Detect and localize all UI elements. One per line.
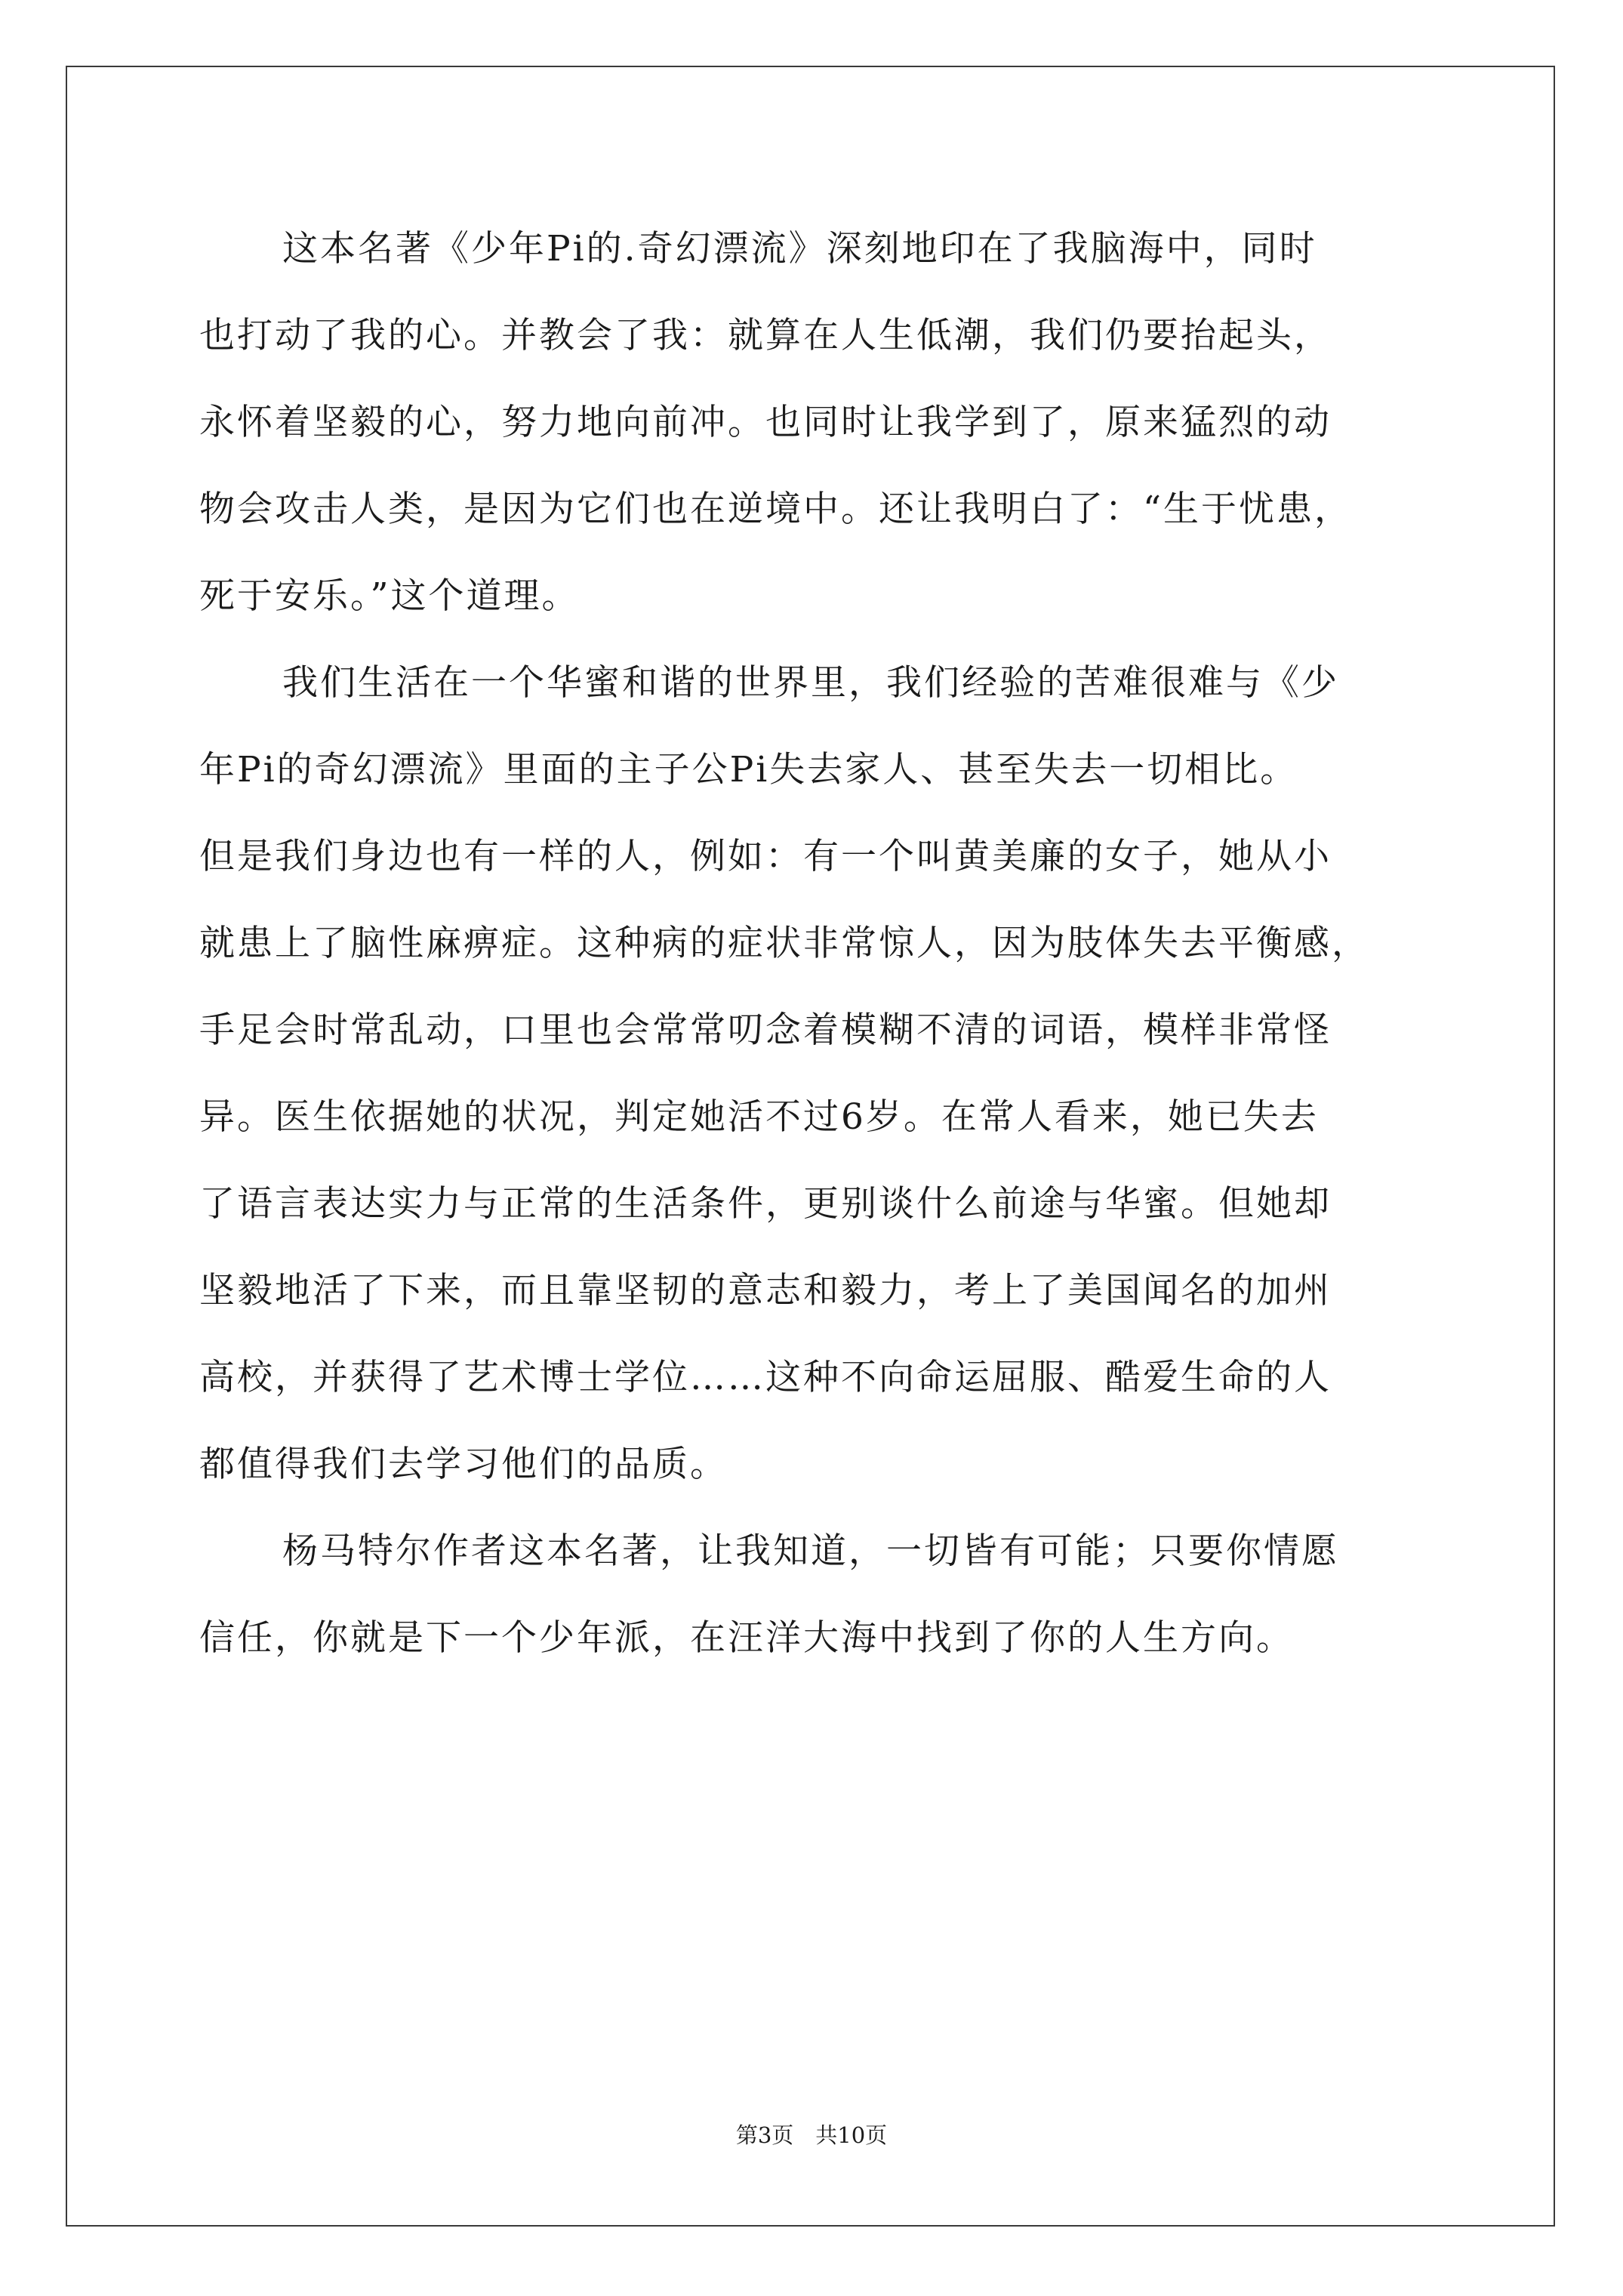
- text-line: 但是我们身边也有一样的人，例如：有一个叫黄美廉的女子，她从小: [199, 836, 1332, 877]
- text-line: 死于安乐。”这个道理。: [199, 575, 580, 617]
- text-line: 异。医生依据她的状况，判定她活不过6岁。在常人看来，她已失去: [199, 1096, 1319, 1138]
- text-line: 也打动了我的心。并教会了我：就算在人生低潮，我们仍要抬起头，: [199, 315, 1332, 356]
- text-line: 就患上了脑性麻痹症。这种病的症状非常惊人，因为肢体失去平衡感，: [199, 923, 1369, 964]
- text-line: 高校，并获得了艺术博士学位……这种不向命运屈服、酷爱生命的人: [199, 1357, 1332, 1398]
- text-line: 永怀着坚毅的心，努力地向前冲。也同时让我学到了，原来猛烈的动: [199, 402, 1332, 443]
- text-line: 杨马特尔作者这本名著，让我知道，一切皆有可能；只要你情愿: [282, 1530, 1339, 1572]
- paragraph-2: [199, 653, 1437, 1521]
- text-line: 年Pi的奇幻漂流》里面的主子公Pi失去家人、甚至失去一切相比。: [199, 749, 1298, 791]
- text-line: 了语言表达实力与正常的生活条件，更别谈什么前途与华蜜。但她却: [199, 1183, 1332, 1225]
- text-line: 信任，你就是下一个少年派，在汪洋大海中找到了你的人生方向。: [199, 1617, 1294, 1659]
- text-line: 坚毅地活了下来，而且靠坚韧的意志和毅力，考上了美国闻名的加州: [199, 1270, 1332, 1311]
- page-number: 第3页 共10页: [735, 2122, 888, 2148]
- text-line: 手足会时常乱动，口里也会常常叨念着模糊不清的词语，模样非常怪: [199, 1009, 1332, 1051]
- text-line: 这本名著《少年Pi的.奇幻漂流》深刻地印在了我脑海中，同时: [282, 228, 1317, 270]
- text-line: 物会攻击人类，是因为它们也在逆境中。还让我明白了：“生于忧患，: [199, 488, 1353, 530]
- paragraph-3: [199, 1521, 1437, 1695]
- text-line: 我们生活在一个华蜜和谐的世界里，我们经验的苦难很难与《少: [282, 662, 1339, 704]
- text-line: 都值得我们去学习他们的品质。: [199, 1444, 728, 1485]
- document-body: [199, 219, 1437, 1695]
- paragraph-1: [199, 219, 1437, 653]
